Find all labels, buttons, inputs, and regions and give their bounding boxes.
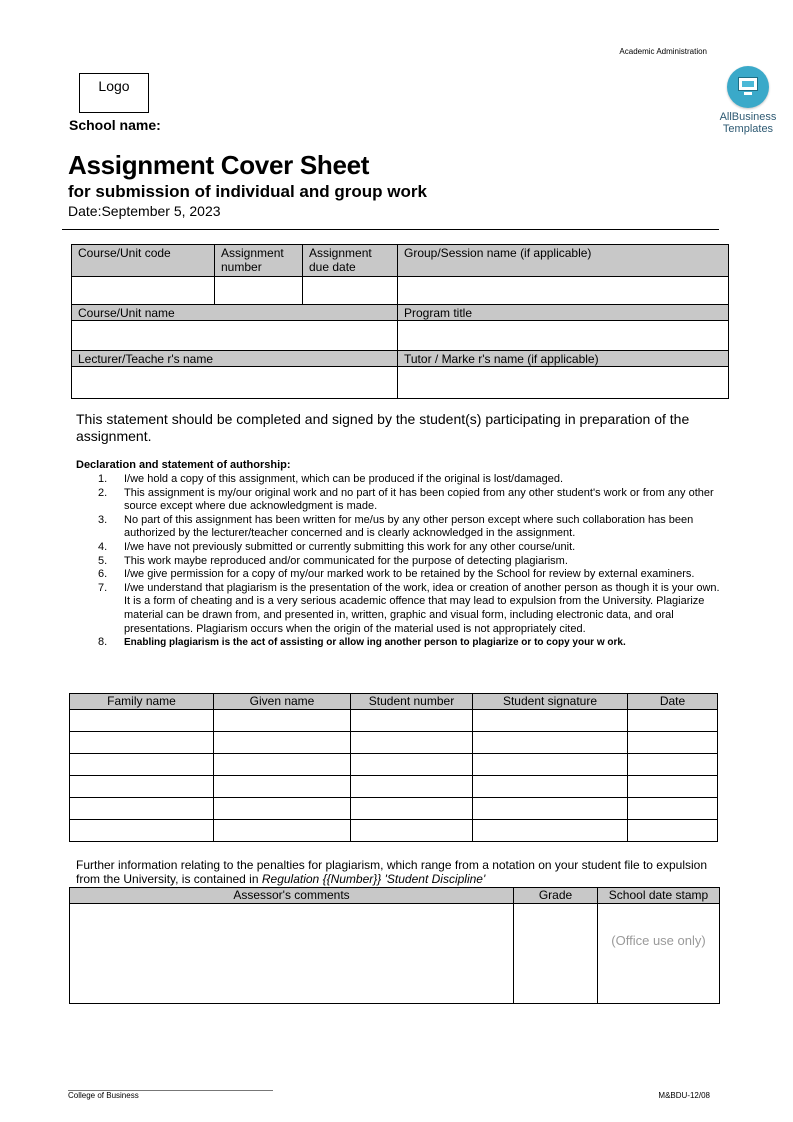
date-cell[interactable]	[628, 776, 718, 798]
list-item: 8. Enabling plagiarism is the act of assisting or allow ing another person to plagiarize or to copy your w ork.	[98, 636, 626, 649]
given-name-cell[interactable]	[214, 820, 351, 842]
given-name-cell[interactable]	[214, 754, 351, 776]
course-info-table	[71, 244, 729, 399]
table-row	[70, 798, 718, 820]
given-name-cell[interactable]	[214, 710, 351, 732]
family-name-cell[interactable]	[70, 820, 214, 842]
brand-line-1: AllBusiness	[719, 111, 777, 123]
given-name-header: Given name	[214, 694, 351, 710]
student-number-cell[interactable]	[351, 820, 473, 842]
regulation-reference: Regulation {{Number}}	[261, 872, 382, 886]
course-code-field[interactable]	[72, 277, 215, 305]
assignment-number-label: Assignment number	[215, 245, 303, 277]
table-row	[70, 754, 718, 776]
student-number-cell[interactable]	[351, 754, 473, 776]
brand-text	[708, 111, 788, 135]
lecturer-label: Lecturer/Teache r's name	[72, 351, 398, 367]
given-name-cell[interactable]	[214, 776, 351, 798]
footer-college: College of Business	[68, 1091, 139, 1100]
lecturer-field[interactable]	[72, 367, 398, 399]
students-table	[69, 693, 718, 842]
assessor-comments-field[interactable]	[70, 904, 514, 1004]
list-item: 3. No part of this assignment has been written for me/us by any other person except where such collaboration has been authorized by the lecturer/teacher concerned and is clearly acknowledged in the assignment.	[98, 513, 694, 540]
further-text-after: 'Student Discipline'	[381, 872, 486, 886]
list-item: 4. I/we have not previously submitted or currently submitting this work for any other course/unit.	[98, 540, 576, 553]
student-signature-cell[interactable]	[473, 798, 628, 820]
school-name-label: School name:	[69, 117, 161, 133]
date-header: Date	[628, 694, 718, 710]
list-item: 2. This assignment is my/our original work and no part of it has been copied from any other student's work or from any other source except where due acknowledgment is made.	[98, 486, 714, 513]
student-number-cell[interactable]	[351, 776, 473, 798]
assessor-table	[69, 887, 720, 1004]
family-name-cell[interactable]	[70, 710, 214, 732]
tutor-label: Tutor / Marke r's name (if applicable)	[398, 351, 729, 367]
school-date-stamp-field	[598, 904, 720, 1004]
group-session-field[interactable]	[398, 277, 729, 305]
school-date-stamp-header: School date stamp	[598, 888, 720, 904]
document-date: Date:September 5, 2023	[68, 203, 221, 219]
office-use-label: (Office use only)	[611, 933, 706, 948]
grade-field[interactable]	[514, 904, 598, 1004]
date-cell[interactable]	[628, 820, 718, 842]
course-name-label: Course/Unit name	[72, 305, 398, 321]
course-name-field[interactable]	[72, 321, 398, 351]
list-item: 6. I/we give permission for a copy of my/our marked work to be retained by the School for review by external examiners.	[98, 568, 695, 581]
program-title-field[interactable]	[398, 321, 729, 351]
further-text-before: Further information relating to the penalties for plagiarism, which range from a notation on your student file to expulsion from the University, is contained in	[76, 858, 708, 886]
family-name-cell[interactable]	[70, 776, 214, 798]
table-row	[70, 732, 718, 754]
tutor-field[interactable]	[398, 367, 729, 399]
footer-doc-code: M&BDU-12/08	[658, 1091, 710, 1100]
brand-line-2: Templates	[722, 123, 774, 135]
table-row	[70, 820, 718, 842]
assessor-comments-header: Assessor's comments	[70, 888, 514, 904]
date-cell[interactable]	[628, 732, 718, 754]
family-name-cell[interactable]	[70, 732, 214, 754]
declaration-heading: Declaration and statement of authorship:	[76, 459, 291, 471]
student-signature-cell[interactable]	[473, 732, 628, 754]
student-number-cell[interactable]	[351, 710, 473, 732]
list-item: 5. This work maybe reproduced and/or communicated for the purpose of detecting plagiarism.	[98, 554, 568, 567]
course-code-label: Course/Unit code	[72, 245, 215, 277]
declaration-list	[76, 473, 721, 650]
assignment-due-date-field[interactable]	[303, 277, 398, 305]
page-subtitle: for submission of individual and group work	[68, 182, 427, 201]
student-number-cell[interactable]	[351, 798, 473, 820]
statement-text: This statement should be completed and signed by the student(s) participating in preparation of the assignment.	[76, 411, 690, 444]
family-name-cell[interactable]	[70, 798, 214, 820]
list-item: 7. I/we understand that plagiarism is the presentation of the work, idea or creation of another person as though it is your own. It is a form of cheating and is a very serious academic offence that may lead to expulsion from the University. Plagiarize material can be drawn from, and presented in, written, graphic and visual form, including electronic data, and oral presentations. Plagiarism occurs when the origin of the material used is not appropriately cited.	[98, 581, 720, 635]
assignment-due-date-label: Assignment due date	[303, 245, 398, 277]
date-cell[interactable]	[628, 710, 718, 732]
list-item: 1. I/we hold a copy of this assignment, which can be produced if the original is lost/damaged.	[98, 473, 564, 485]
plagiarism-penalties-note	[76, 858, 716, 886]
assignment-number-field[interactable]	[215, 277, 303, 305]
page-title: Assignment Cover Sheet	[68, 150, 370, 180]
logo-placeholder	[79, 73, 149, 113]
student-signature-cell[interactable]	[473, 754, 628, 776]
program-title-label: Program title	[398, 305, 729, 321]
brand-logo	[708, 66, 788, 135]
given-name-cell[interactable]	[214, 732, 351, 754]
given-name-cell[interactable]	[214, 798, 351, 820]
student-number-cell[interactable]	[351, 732, 473, 754]
family-name-header: Family name	[70, 694, 214, 710]
student-number-header: Student number	[351, 694, 473, 710]
date-cell[interactable]	[628, 798, 718, 820]
grade-header: Grade	[514, 888, 598, 904]
table-row	[70, 776, 718, 798]
student-signature-cell[interactable]	[473, 776, 628, 798]
academic-administration-label: Academic Administration	[619, 47, 707, 56]
logo-label: Logo	[98, 78, 130, 94]
family-name-cell[interactable]	[70, 754, 214, 776]
student-signature-cell[interactable]	[473, 710, 628, 732]
date-cell[interactable]	[628, 754, 718, 776]
table-row	[70, 710, 718, 732]
group-session-label: Group/Session name (if applicable)	[398, 245, 729, 277]
header-divider	[62, 229, 719, 230]
student-signature-cell[interactable]	[473, 820, 628, 842]
monitor-icon	[727, 66, 769, 108]
student-signature-header: Student signature	[473, 694, 628, 710]
